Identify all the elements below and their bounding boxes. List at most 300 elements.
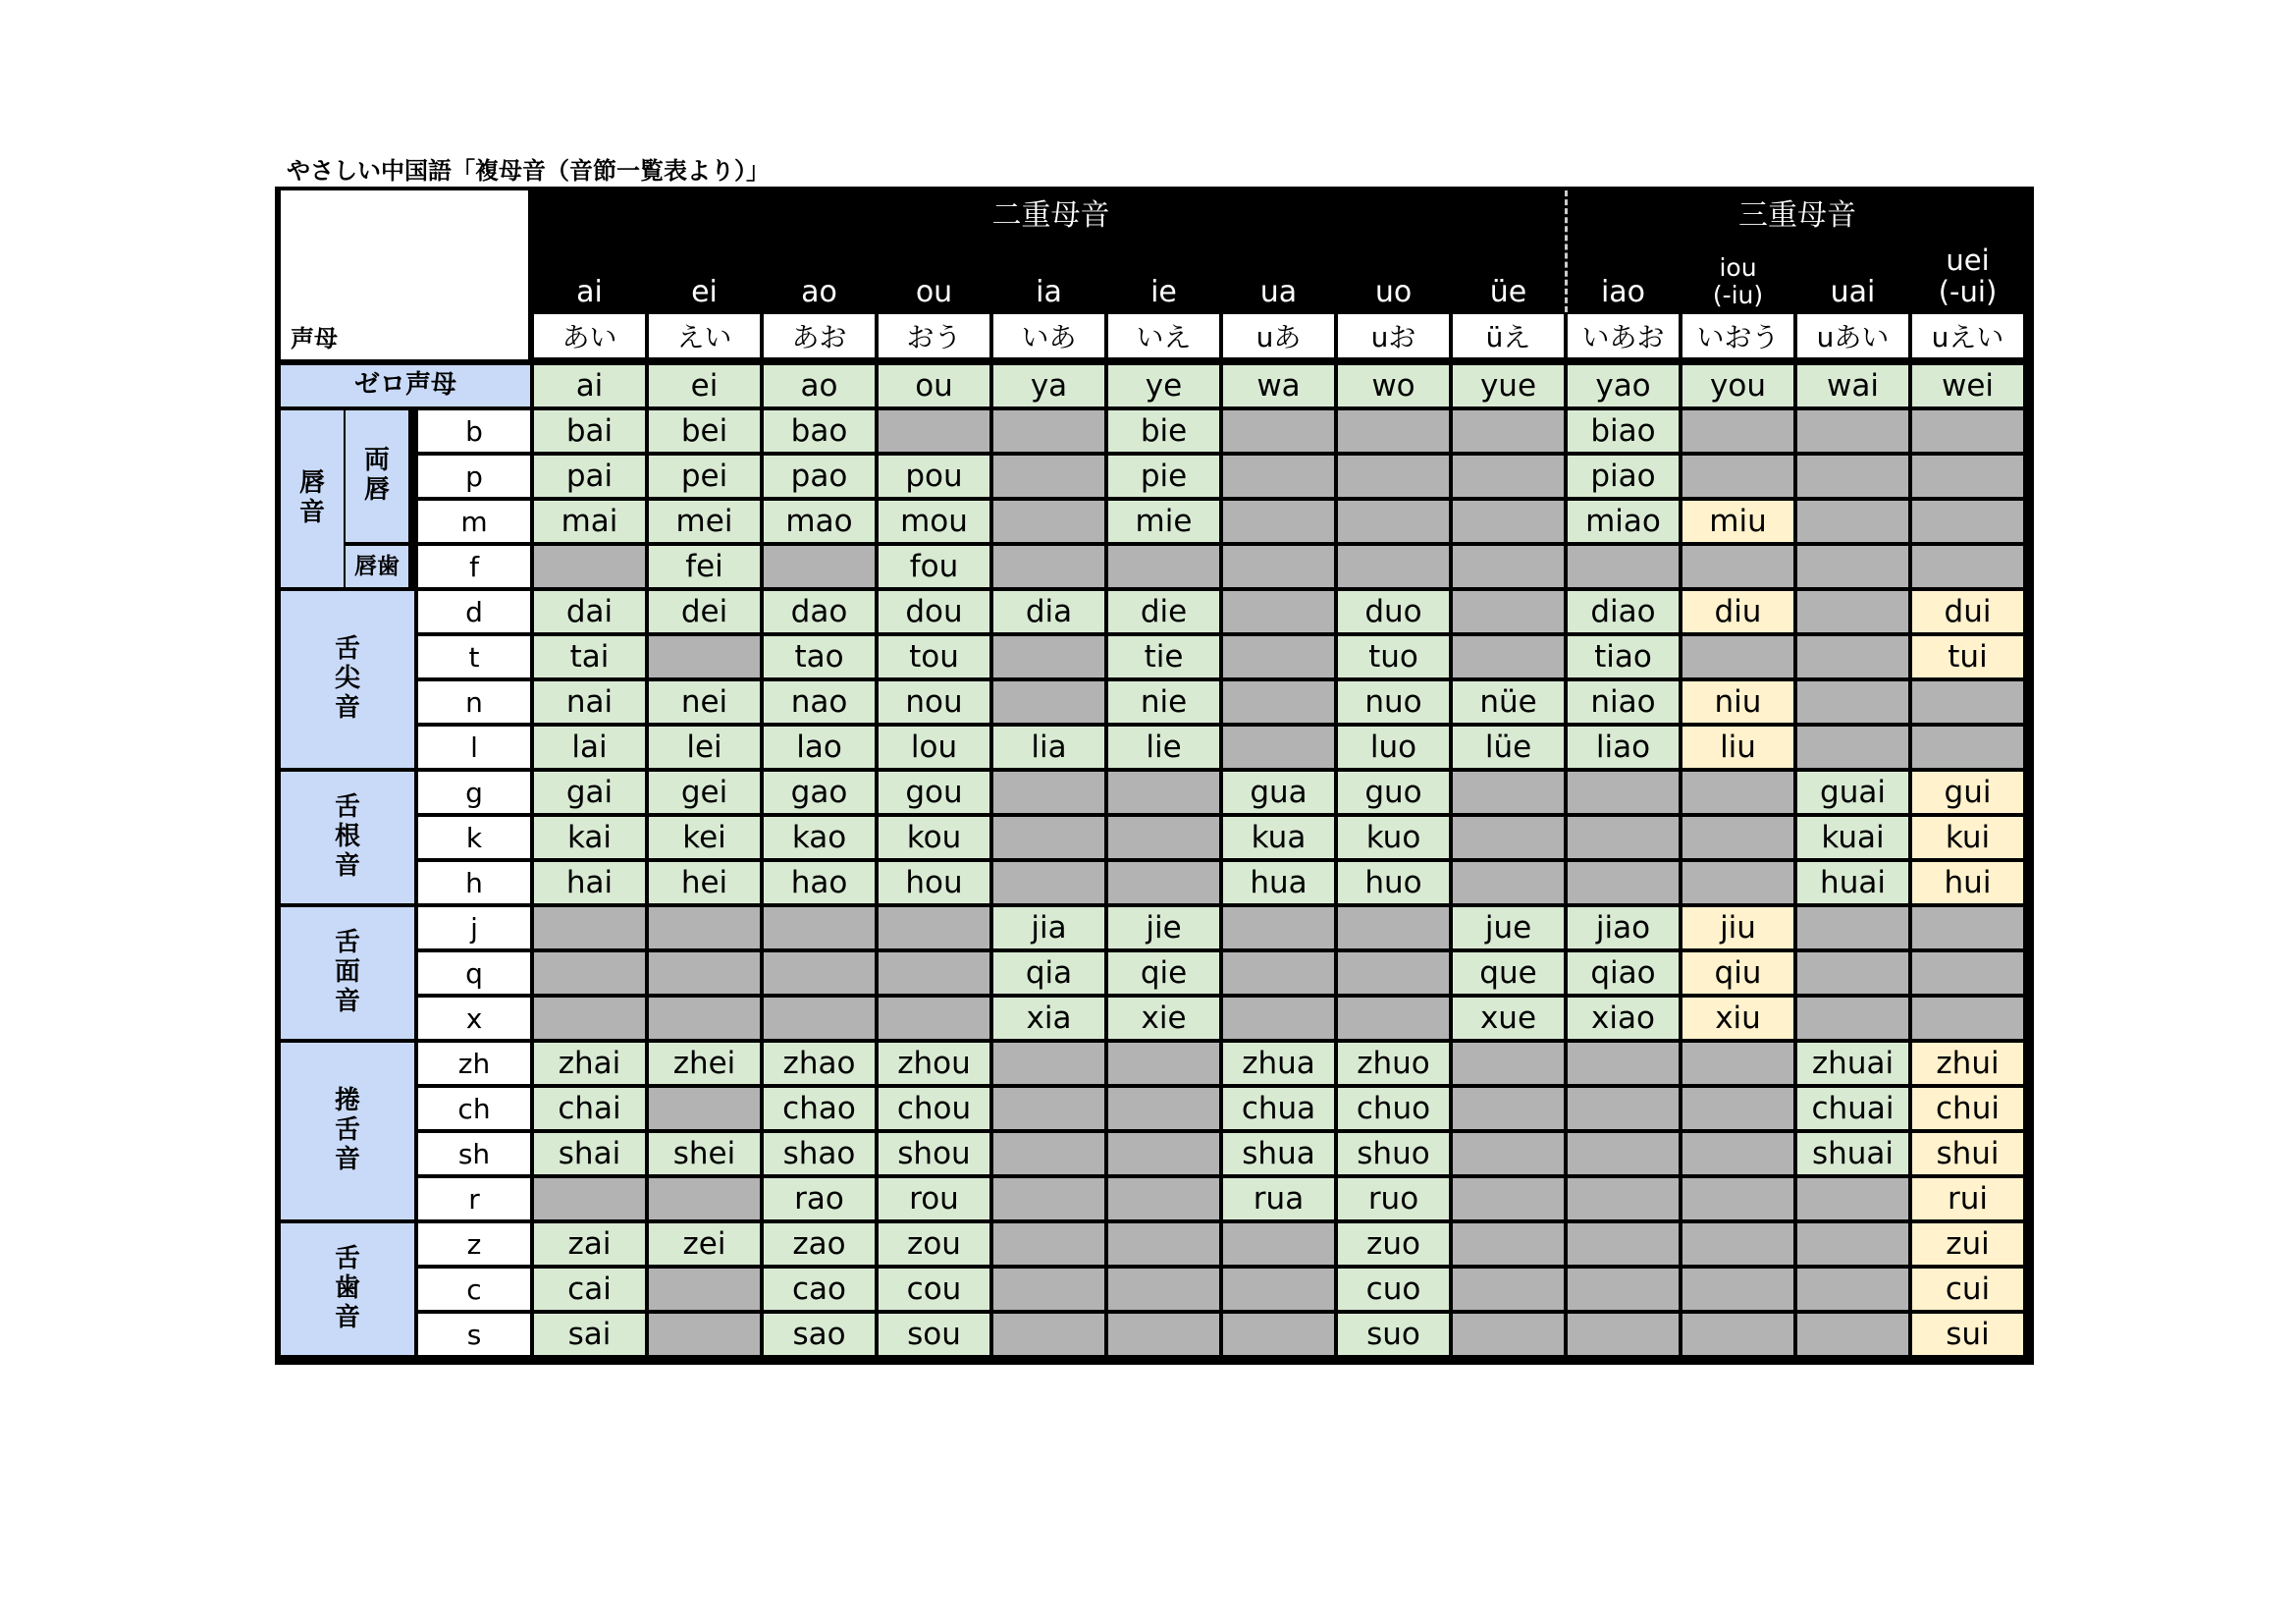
empty-cell	[1797, 501, 1908, 542]
final-header	[879, 234, 989, 312]
empty-cell	[1912, 952, 2023, 994]
initial-group	[281, 591, 414, 768]
syllable-cell: diao	[1568, 591, 1679, 632]
empty-cell	[1568, 1133, 1679, 1174]
empty-cell	[993, 1133, 1104, 1174]
empty-cell	[1453, 1043, 1564, 1084]
final-header	[1108, 234, 1219, 312]
initial-consonant: k	[418, 817, 530, 858]
empty-cell	[649, 952, 760, 994]
empty-cell	[1108, 862, 1219, 903]
syllable-cell: niu	[1682, 681, 1793, 723]
syllable-cell: wa	[1223, 365, 1334, 406]
empty-cell	[1453, 862, 1564, 903]
syllable-cell: gao	[764, 772, 875, 813]
syllable-cell: dou	[879, 591, 989, 632]
syllable-cell: pie	[1108, 456, 1219, 497]
group-char: 音	[334, 692, 360, 723]
syllable-cell: zhei	[649, 1043, 760, 1084]
syllable-cell: rui	[1912, 1178, 2023, 1219]
empty-cell	[1223, 1314, 1334, 1355]
syllable-cell: bao	[764, 410, 875, 452]
syllable-cell: rao	[764, 1178, 875, 1219]
syllable-cell: chou	[879, 1088, 989, 1129]
initial-consonant: l	[418, 727, 530, 768]
empty-cell	[993, 410, 1104, 452]
empty-cell	[1338, 410, 1449, 452]
final-kana: おう	[879, 314, 989, 357]
syllable-cell: yue	[1453, 365, 1564, 406]
syllable-cell: qie	[1108, 952, 1219, 994]
final-label: ei	[691, 275, 718, 309]
empty-cell	[1108, 1043, 1219, 1084]
empty-cell	[993, 1088, 1104, 1129]
syllable-cell: kuo	[1338, 817, 1449, 858]
syllable-cell: jue	[1453, 907, 1564, 948]
final-kana: えい	[649, 314, 760, 357]
syllable-cell: kei	[649, 817, 760, 858]
empty-cell	[1453, 1314, 1564, 1355]
empty-cell	[993, 1314, 1104, 1355]
final-kana: uお	[1338, 314, 1449, 357]
empty-cell	[993, 1043, 1104, 1084]
syllable-cell: zuo	[1338, 1223, 1449, 1265]
syllable-cell: zhui	[1912, 1043, 2023, 1084]
syllable-cell: kou	[879, 817, 989, 858]
syllable-cell: piao	[1568, 456, 1679, 497]
syllable-cell: lei	[649, 727, 760, 768]
empty-cell	[1108, 817, 1219, 858]
final-label: ou	[915, 275, 953, 309]
empty-cell	[534, 546, 645, 587]
syllable-cell: shai	[534, 1133, 645, 1174]
syllable-cell: chao	[764, 1088, 875, 1129]
initial-consonant: n	[418, 681, 530, 723]
syllable-cell: you	[1682, 365, 1793, 406]
group-char: 音	[334, 850, 360, 881]
syllable-cell: sou	[879, 1314, 989, 1355]
syllable-cell: hua	[1223, 862, 1334, 903]
empty-cell	[1338, 907, 1449, 948]
syllable-cell: xue	[1453, 998, 1564, 1039]
empty-cell	[1797, 727, 1908, 768]
empty-cell	[649, 998, 760, 1039]
empty-cell	[1223, 636, 1334, 677]
initial-group	[281, 410, 344, 587]
empty-cell	[993, 681, 1104, 723]
group-char: 舌	[334, 1244, 360, 1274]
syllable-cell: kui	[1912, 817, 2023, 858]
empty-cell	[1912, 998, 2023, 1039]
syllable-cell: die	[1108, 591, 1219, 632]
empty-cell	[993, 1269, 1104, 1310]
syllable-cell: qiu	[1682, 952, 1793, 994]
final-kana: uえい	[1912, 314, 2023, 357]
empty-cell	[1108, 1178, 1219, 1219]
syllable-cell: xiu	[1682, 998, 1793, 1039]
group-char: 唇	[363, 475, 390, 505]
syllable-cell: shao	[764, 1133, 875, 1174]
group-char: 舌	[334, 634, 360, 665]
syllable-cell: zhua	[1223, 1043, 1334, 1084]
final-label: ie	[1150, 275, 1177, 309]
syllable-cell: tuo	[1338, 636, 1449, 677]
empty-cell	[1338, 998, 1449, 1039]
empty-cell	[1912, 501, 2023, 542]
syllable-cell: kao	[764, 817, 875, 858]
empty-cell	[1453, 772, 1564, 813]
empty-cell	[764, 546, 875, 587]
empty-cell	[1568, 862, 1679, 903]
empty-cell	[1797, 1178, 1908, 1219]
syllable-cell: pou	[879, 456, 989, 497]
syllable-cell: nie	[1108, 681, 1219, 723]
empty-cell	[649, 1314, 760, 1355]
empty-cell	[1453, 456, 1564, 497]
empty-cell	[1797, 1223, 1908, 1265]
empty-cell	[1223, 546, 1334, 587]
initial-consonant: b	[418, 410, 530, 452]
empty-cell	[993, 636, 1104, 677]
group-char: 捲	[334, 1086, 360, 1116]
syllable-cell: liao	[1568, 727, 1679, 768]
syllable-cell: guai	[1797, 772, 1908, 813]
empty-cell	[764, 952, 875, 994]
syllable-cell: duo	[1338, 591, 1449, 632]
empty-cell	[534, 907, 645, 948]
syllable-cell: hou	[879, 862, 989, 903]
empty-cell	[649, 636, 760, 677]
syllable-cell: lie	[1108, 727, 1219, 768]
initial-group	[281, 907, 414, 1039]
syllable-cell: sai	[534, 1314, 645, 1355]
syllable-cell: zhuo	[1338, 1043, 1449, 1084]
initial-consonant: j	[418, 907, 530, 948]
group-char: 尖	[334, 664, 360, 694]
initial-subgroup: 唇歯	[346, 546, 408, 587]
syllable-cell: tui	[1912, 636, 2023, 677]
triphthong-group-header: 三重母音	[1738, 198, 1856, 233]
empty-cell	[1108, 546, 1219, 587]
syllable-cell: zhou	[879, 1043, 989, 1084]
syllable-cell: jia	[993, 907, 1104, 948]
empty-cell	[1568, 1088, 1679, 1129]
empty-cell	[1223, 501, 1334, 542]
final-kana: いおう	[1682, 314, 1793, 357]
empty-cell	[1912, 907, 2023, 948]
syllable-cell: lüe	[1453, 727, 1564, 768]
syllable-cell: huo	[1338, 862, 1449, 903]
empty-cell	[649, 1088, 760, 1129]
syllable-cell: tai	[534, 636, 645, 677]
empty-cell	[1682, 636, 1793, 677]
empty-cell	[764, 907, 875, 948]
empty-cell	[1797, 591, 1908, 632]
syllable-cell: rou	[879, 1178, 989, 1219]
empty-cell	[1797, 1314, 1908, 1355]
syllable-cell: lai	[534, 727, 645, 768]
syllable-cell: kai	[534, 817, 645, 858]
syllable-cell: bei	[649, 410, 760, 452]
syllable-table	[275, 187, 2034, 1365]
empty-cell	[1223, 1223, 1334, 1265]
final-label: uo	[1374, 275, 1413, 309]
syllable-cell: nao	[764, 681, 875, 723]
syllable-cell: biao	[1568, 410, 1679, 452]
initial-consonant: d	[418, 591, 530, 632]
syllable-cell: fei	[649, 546, 760, 587]
syllable-cell: cou	[879, 1269, 989, 1310]
syllable-cell: fou	[879, 546, 989, 587]
initial-consonant: g	[418, 772, 530, 813]
syllable-cell: lia	[993, 727, 1104, 768]
syllable-cell: hai	[534, 862, 645, 903]
initial-consonant: p	[418, 456, 530, 497]
syllable-cell: ao	[764, 365, 875, 406]
syllable-cell: lao	[764, 727, 875, 768]
final-header	[1568, 234, 1679, 312]
initial-consonant: h	[418, 862, 530, 903]
syllable-cell: hao	[764, 862, 875, 903]
empty-cell	[1223, 456, 1334, 497]
final-label: uai	[1830, 275, 1876, 309]
empty-cell	[1338, 546, 1449, 587]
syllable-cell: huai	[1797, 862, 1908, 903]
syllable-cell: gai	[534, 772, 645, 813]
syllable-cell: nei	[649, 681, 760, 723]
empty-cell	[1223, 907, 1334, 948]
empty-cell	[649, 907, 760, 948]
syllable-cell: wei	[1912, 365, 2023, 406]
empty-cell	[1797, 907, 1908, 948]
final-header	[1453, 234, 1564, 312]
final-kana: üえ	[1453, 314, 1564, 357]
empty-cell	[1912, 546, 2023, 587]
syllable-cell: mao	[764, 501, 875, 542]
group-char: 根	[334, 822, 360, 852]
empty-cell	[1108, 1314, 1219, 1355]
group-char: 音	[334, 1302, 360, 1332]
syllable-cell: ou	[879, 365, 989, 406]
empty-cell	[1682, 410, 1793, 452]
empty-cell	[1223, 681, 1334, 723]
syllable-cell: shui	[1912, 1133, 2023, 1174]
empty-cell	[1682, 1088, 1793, 1129]
empty-cell	[879, 410, 989, 452]
page-title: やさしい中国語「複母音（音節一覧表より）」	[287, 157, 770, 185]
empty-cell	[1453, 1088, 1564, 1129]
syllable-cell: zao	[764, 1223, 875, 1265]
final-kana: あお	[764, 314, 875, 357]
empty-cell	[1223, 1269, 1334, 1310]
empty-cell	[1338, 501, 1449, 542]
initial-group	[281, 1043, 414, 1219]
syllable-cell: pao	[764, 456, 875, 497]
group-char: 舌	[334, 1115, 360, 1146]
syllable-cell: ye	[1108, 365, 1219, 406]
syllable-cell: gou	[879, 772, 989, 813]
syllable-cell: shuai	[1797, 1133, 1908, 1174]
empty-cell	[1797, 636, 1908, 677]
empty-cell	[534, 998, 645, 1039]
empty-cell	[1453, 817, 1564, 858]
syllable-cell: zhai	[534, 1043, 645, 1084]
syllable-cell: chua	[1223, 1088, 1334, 1129]
syllable-cell: xia	[993, 998, 1104, 1039]
final-kana: uあ	[1223, 314, 1334, 357]
syllable-cell: tou	[879, 636, 989, 677]
empty-cell	[993, 456, 1104, 497]
final-kana: uあい	[1797, 314, 1908, 357]
syllable-cell: ei	[649, 365, 760, 406]
syllable-cell: jiao	[1568, 907, 1679, 948]
initial-consonant: z	[418, 1223, 530, 1265]
final-alt-label: (-iu)	[1712, 280, 1764, 309]
syllable-cell: nai	[534, 681, 645, 723]
syllable-cell: chui	[1912, 1088, 2023, 1129]
empty-cell	[534, 1178, 645, 1219]
syllable-cell: qiao	[1568, 952, 1679, 994]
empty-cell	[1568, 1223, 1679, 1265]
empty-cell	[1912, 456, 2023, 497]
initial-consonant: zh	[418, 1043, 530, 1084]
empty-cell	[1568, 546, 1679, 587]
empty-cell	[879, 907, 989, 948]
syllable-cell: xiao	[1568, 998, 1679, 1039]
syllable-cell: shua	[1223, 1133, 1334, 1174]
syllable-cell: guo	[1338, 772, 1449, 813]
group-char: 舌	[334, 928, 360, 958]
empty-cell	[1338, 952, 1449, 994]
initial-consonant: r	[418, 1178, 530, 1219]
final-alt-label: (-ui)	[1938, 275, 1998, 309]
empty-cell	[1682, 1178, 1793, 1219]
final-header	[1338, 234, 1449, 312]
syllable-cell: zei	[649, 1223, 760, 1265]
empty-cell	[993, 1223, 1104, 1265]
empty-cell	[1453, 1178, 1564, 1219]
empty-cell	[1797, 410, 1908, 452]
empty-cell	[649, 1269, 760, 1310]
syllable-cell: mai	[534, 501, 645, 542]
empty-cell	[993, 546, 1104, 587]
syllable-cell: yao	[1568, 365, 1679, 406]
empty-cell	[1797, 546, 1908, 587]
empty-cell	[1108, 1223, 1219, 1265]
empty-cell	[1568, 1314, 1679, 1355]
syllable-cell: gei	[649, 772, 760, 813]
syllable-cell: zhao	[764, 1043, 875, 1084]
group-char: 面	[334, 957, 360, 988]
syllable-cell: ruo	[1338, 1178, 1449, 1219]
syllable-cell: suo	[1338, 1314, 1449, 1355]
group-char: 両	[363, 446, 390, 476]
final-header	[1223, 234, 1334, 312]
empty-cell	[649, 1178, 760, 1219]
syllable-cell: dia	[993, 591, 1104, 632]
empty-cell	[1453, 546, 1564, 587]
syllable-cell: xie	[1108, 998, 1219, 1039]
syllable-cell: wai	[1797, 365, 1908, 406]
syllable-cell: dao	[764, 591, 875, 632]
syllable-cell: chuai	[1797, 1088, 1908, 1129]
group-char: 唇	[298, 468, 325, 499]
empty-cell	[1682, 1043, 1793, 1084]
syllable-cell: pei	[649, 456, 760, 497]
empty-cell	[1912, 410, 2023, 452]
initial-consonant: ch	[418, 1088, 530, 1129]
syllable-cell: hui	[1912, 862, 2023, 903]
final-header	[764, 234, 875, 312]
syllable-cell: zai	[534, 1223, 645, 1265]
empty-cell	[764, 998, 875, 1039]
syllable-cell: gui	[1912, 772, 2023, 813]
final-label: ao	[801, 275, 837, 309]
syllable-cell: nuo	[1338, 681, 1449, 723]
initial-consonant: c	[418, 1269, 530, 1310]
syllable-cell: zhuai	[1797, 1043, 1908, 1084]
empty-cell	[1453, 636, 1564, 677]
empty-cell	[1453, 591, 1564, 632]
empty-cell	[1108, 772, 1219, 813]
syllable-cell: nou	[879, 681, 989, 723]
empty-cell	[1682, 1223, 1793, 1265]
empty-cell	[993, 1178, 1104, 1219]
syllable-cell: miao	[1568, 501, 1679, 542]
final-label: ua	[1259, 275, 1298, 309]
diphthong-group-header: 二重母音	[991, 198, 1110, 233]
syllable-cell: jie	[1108, 907, 1219, 948]
initial-group	[281, 772, 414, 903]
syllable-cell: diu	[1682, 591, 1793, 632]
syllable-cell: liu	[1682, 727, 1793, 768]
empty-cell	[1797, 1269, 1908, 1310]
initial-group	[281, 1223, 414, 1355]
empty-cell	[1568, 772, 1679, 813]
final-kana: いあお	[1568, 314, 1679, 357]
empty-cell	[1797, 456, 1908, 497]
empty-cell	[1568, 1178, 1679, 1219]
syllable-cell: lou	[879, 727, 989, 768]
syllable-cell: tie	[1108, 636, 1219, 677]
empty-cell	[1223, 727, 1334, 768]
syllable-cell: tiao	[1568, 636, 1679, 677]
final-header	[534, 234, 645, 312]
syllable-cell: wo	[1338, 365, 1449, 406]
empty-cell	[1453, 1223, 1564, 1265]
syllable-cell: cao	[764, 1269, 875, 1310]
initial-header-label: 声母	[291, 325, 338, 352]
syllable-cell: ai	[534, 365, 645, 406]
final-header	[649, 234, 760, 312]
syllable-cell: chuo	[1338, 1088, 1449, 1129]
syllable-cell: bie	[1108, 410, 1219, 452]
empty-cell	[1568, 817, 1679, 858]
syllable-cell: tao	[764, 636, 875, 677]
syllable-cell: qia	[993, 952, 1104, 994]
syllable-cell: kua	[1223, 817, 1334, 858]
empty-cell	[1223, 591, 1334, 632]
syllable-cell: cuo	[1338, 1269, 1449, 1310]
corner-cell	[281, 190, 528, 359]
final-label: iao	[1600, 275, 1646, 309]
syllable-cell: cai	[534, 1269, 645, 1310]
syllable-cell: ya	[993, 365, 1104, 406]
final-kana: あい	[534, 314, 645, 357]
final-kana: いえ	[1108, 314, 1219, 357]
syllable-cell: cui	[1912, 1269, 2023, 1310]
empty-cell	[879, 998, 989, 1039]
